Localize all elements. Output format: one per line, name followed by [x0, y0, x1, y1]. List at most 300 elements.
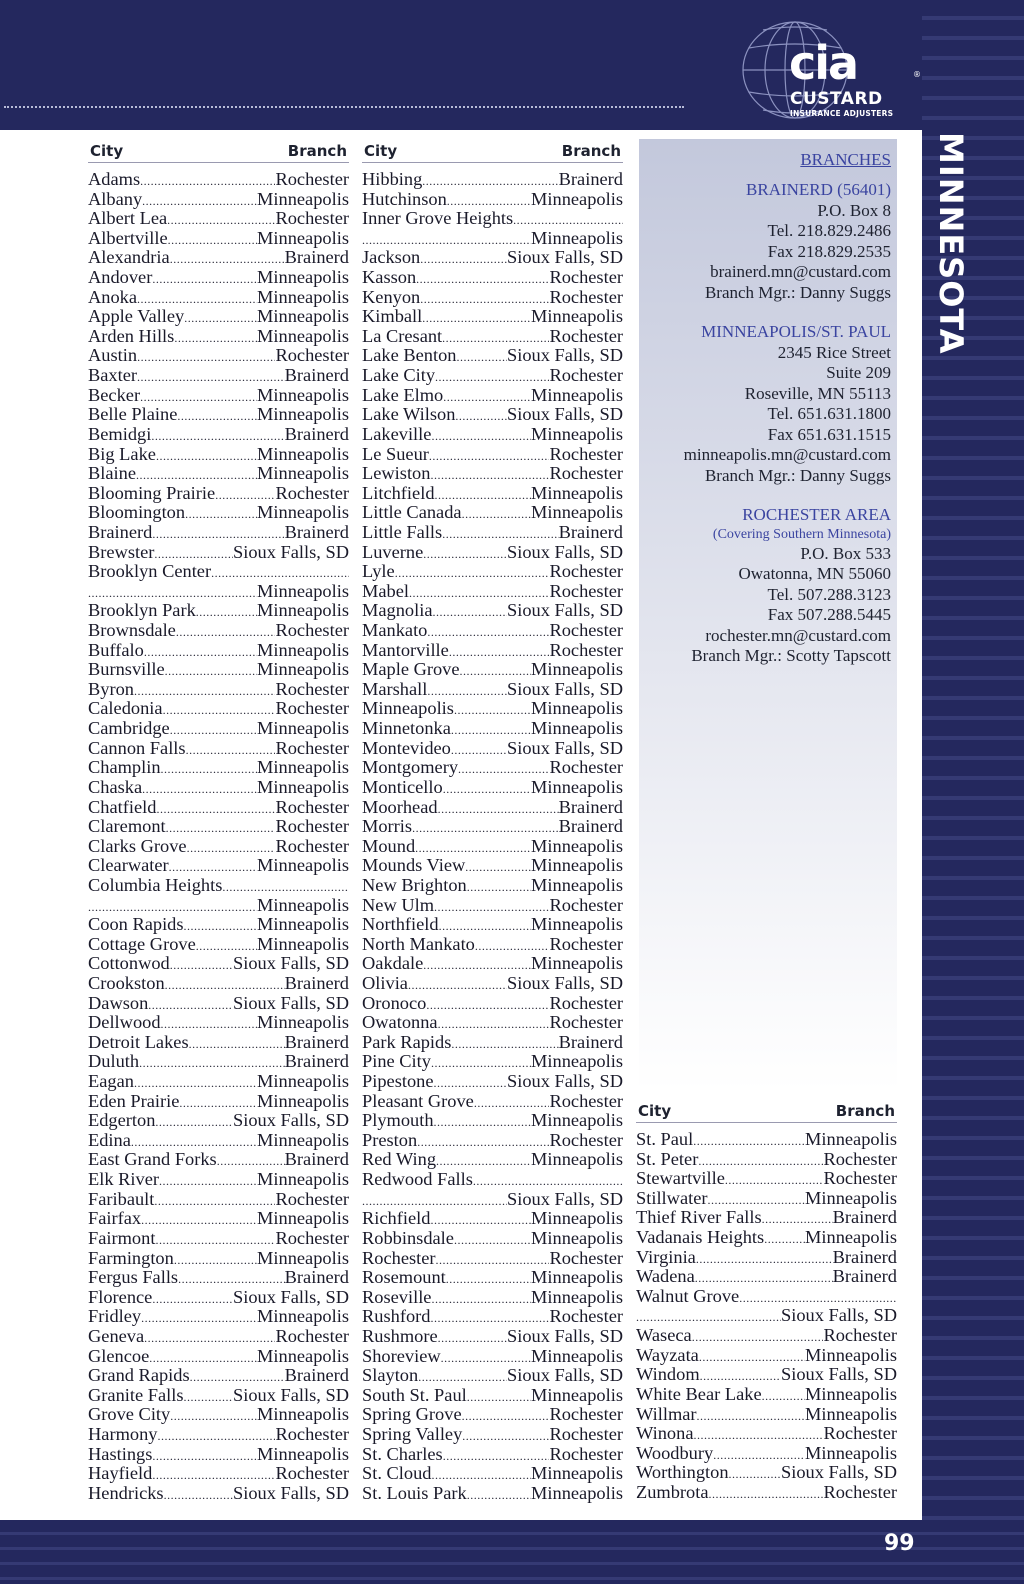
branch-name: Brainerd	[284, 1366, 349, 1386]
city-name: Farmington	[88, 1248, 174, 1268]
city-name: Elk River	[88, 1170, 159, 1190]
dot-leader	[211, 564, 349, 582]
list-item	[362, 170, 623, 190]
branch-name: Minneapolis	[257, 758, 349, 778]
list-item	[88, 523, 349, 543]
city-name: Vadanais Heights	[636, 1228, 765, 1248]
branch-name: Minneapolis	[257, 307, 349, 327]
list-item	[88, 582, 349, 602]
list-item	[362, 445, 623, 465]
list-item	[362, 680, 623, 700]
list-item	[362, 346, 623, 366]
dot-leader	[144, 643, 257, 661]
branch-detail: Tel. 651.631.1800	[767, 404, 891, 423]
branch-name: Sioux Falls, SD	[507, 679, 623, 699]
city-name: Geneva	[88, 1326, 145, 1346]
dot-leader	[430, 1211, 531, 1229]
city-name: Edgerton	[88, 1111, 156, 1131]
dot-leader	[439, 917, 531, 935]
city-name: Andover	[88, 268, 153, 288]
branch-name: Sioux Falls, SD	[233, 1111, 349, 1131]
dot-leader	[475, 937, 550, 955]
list-item	[88, 1386, 349, 1406]
dot-leader	[176, 623, 276, 641]
list-item	[88, 562, 349, 582]
branch-name: Minneapolis	[257, 1072, 349, 1092]
dot-leader	[422, 309, 531, 327]
branch-detail: Fax 507.288.5445	[767, 605, 891, 624]
branch-name: Rochester	[549, 621, 623, 641]
city-name: Windom	[636, 1365, 700, 1385]
city-name: Glencoe	[88, 1346, 150, 1366]
dot-leader	[156, 800, 275, 818]
list-item	[362, 660, 623, 680]
branch-name: Rochester	[275, 483, 349, 503]
branch-name: Minneapolis	[257, 856, 349, 876]
city-name: Lake City	[362, 366, 436, 386]
list-item	[362, 1464, 623, 1484]
city-name: Winona	[636, 1424, 694, 1444]
list-item	[362, 1150, 623, 1170]
list-item	[362, 1170, 623, 1190]
list-item	[362, 699, 623, 719]
list-item	[362, 739, 623, 759]
dot-leader	[636, 1308, 781, 1326]
city-name: Faribault	[88, 1189, 155, 1209]
branch-name: Rochester	[549, 1405, 623, 1425]
list-item	[362, 1033, 623, 1053]
branch-name: Minneapolis	[257, 660, 349, 680]
city-name: Marshall	[362, 679, 428, 699]
branch-name: Minneapolis	[531, 1464, 623, 1484]
list-item	[362, 994, 623, 1014]
list-item	[88, 660, 349, 680]
branch-office	[645, 180, 891, 303]
city-name: Rosemount	[362, 1268, 446, 1288]
dot-leader	[446, 1270, 531, 1288]
dot-leader	[156, 447, 257, 465]
city-name: Montevideo	[362, 738, 451, 758]
column-header	[88, 141, 349, 163]
list-item	[88, 876, 349, 896]
city-name: Lake Elmo	[362, 385, 444, 405]
list-item	[88, 170, 349, 190]
dot-leader	[144, 1329, 275, 1347]
dot-leader	[185, 505, 257, 523]
list-item	[88, 680, 349, 700]
list-item	[362, 1288, 623, 1308]
dot-leader	[174, 1251, 257, 1269]
branch-detail: brainerd.mn@custard.com	[710, 262, 891, 281]
city-name: Willmar	[636, 1404, 697, 1424]
dot-leader	[415, 839, 531, 857]
city-column-1	[88, 141, 349, 1503]
branch-name: Brainerd	[558, 170, 623, 189]
city-name: Arden Hills	[88, 326, 175, 346]
city-name: Cambridge	[88, 719, 170, 739]
city-column-2	[362, 141, 623, 1503]
dot-leader	[697, 1407, 806, 1425]
city-name: Duluth	[88, 1052, 140, 1072]
branch-name: Minneapolis	[805, 1404, 897, 1424]
list-item	[636, 1169, 897, 1189]
list-item	[362, 876, 623, 896]
list-item	[88, 1033, 349, 1053]
branch-office-name: MINNEAPOLIS/ST. PAUL	[701, 322, 891, 341]
list-item	[88, 209, 349, 229]
dot-leader	[455, 407, 507, 425]
city-name: New Ulm	[362, 895, 435, 915]
list-item	[362, 523, 623, 543]
list-item	[88, 464, 349, 484]
city-name: Pipestone	[362, 1072, 434, 1092]
city-name: Anoka	[88, 287, 138, 307]
list-item	[636, 1306, 897, 1326]
city-name: Magnolia	[362, 601, 433, 621]
branch-name: Minneapolis	[257, 189, 349, 209]
dot-leader	[454, 1231, 531, 1249]
city-name: Brooklyn Park	[88, 601, 196, 621]
city-name: Claremont	[88, 817, 166, 837]
list-item	[636, 1130, 897, 1150]
dot-leader	[187, 839, 276, 857]
list-item	[88, 484, 349, 504]
dot-leader	[458, 760, 549, 778]
city-name: Spring Valley	[362, 1425, 463, 1444]
dot-leader	[189, 1035, 285, 1053]
city-name: Albany	[88, 189, 143, 209]
branch-name: Rochester	[275, 817, 349, 837]
branch-name: Rochester	[549, 1248, 623, 1268]
city-name: Red Wing	[362, 1150, 437, 1170]
branch-name: Rochester	[275, 738, 349, 758]
dot-leader	[140, 388, 257, 406]
dot-leader	[438, 1329, 507, 1347]
dot-leader	[699, 1348, 805, 1366]
branch-name: Brainerd	[284, 1052, 349, 1072]
list-item	[362, 1268, 623, 1288]
branch-name: Minneapolis	[531, 1287, 623, 1307]
branch-name: Sioux Falls, SD	[233, 954, 349, 974]
branch-detail: P.O. Box 8	[817, 200, 891, 220]
branch-name: Sioux Falls, SD	[781, 1306, 897, 1326]
branch-name: Minneapolis	[805, 1384, 897, 1404]
dot-leader	[155, 1231, 275, 1249]
branch-office	[645, 322, 891, 486]
dot-leader	[179, 1094, 257, 1112]
branch-name: Sioux Falls, SD	[233, 542, 349, 562]
list-item	[88, 817, 349, 837]
branch-detail: Fax 218.829.2535	[767, 241, 891, 261]
dot-leader	[695, 1269, 833, 1287]
list-item	[88, 445, 349, 465]
dot-leader	[451, 721, 531, 739]
dot-leader	[141, 1309, 257, 1327]
city-name: New Brighton	[362, 875, 467, 895]
list-item	[636, 1444, 897, 1464]
dot-leader	[443, 780, 531, 798]
branch-name: Rochester	[275, 1326, 349, 1346]
list-item	[88, 1209, 349, 1229]
list-item	[88, 1484, 349, 1504]
list-item	[88, 798, 349, 818]
city-name: Redwood Falls	[362, 1170, 473, 1190]
dot-leader	[409, 584, 549, 602]
list-item	[88, 915, 349, 935]
city-name: Edina	[88, 1130, 131, 1150]
city-name: Mabel	[362, 581, 409, 601]
dot-leader	[698, 1152, 823, 1170]
city-name: St. Louis Park	[362, 1483, 467, 1503]
list-item	[362, 484, 623, 504]
list-item	[362, 896, 623, 916]
city-name: Stewartville	[636, 1169, 725, 1189]
branch-office-name: ROCHESTER AREA	[742, 505, 891, 524]
branch-name: Minneapolis	[257, 1130, 349, 1150]
city-name: Brownsdale	[88, 621, 176, 641]
dot-leader	[184, 1388, 233, 1406]
dot-leader	[429, 447, 550, 465]
list-item	[88, 601, 349, 621]
dot-leader	[170, 1407, 257, 1425]
list-item	[88, 346, 349, 366]
dot-leader	[170, 956, 233, 974]
list-item	[636, 1365, 897, 1385]
list-item	[362, 1131, 623, 1151]
list-item	[362, 209, 623, 229]
branch-name: Brainerd	[284, 1032, 349, 1052]
city-name: Granite Falls	[88, 1385, 184, 1405]
city-header: City	[90, 142, 124, 160]
list-item	[88, 268, 349, 288]
branch-name: Rochester	[549, 993, 623, 1013]
city-name: Brooklyn Center	[88, 562, 212, 582]
list-item	[362, 366, 623, 386]
city-name: White Bear Lake	[636, 1384, 762, 1404]
city-name: Big Lake	[88, 444, 156, 464]
dot-leader	[149, 1349, 257, 1367]
city-name: Morris	[362, 817, 413, 837]
dot-leader	[177, 407, 257, 425]
list-item	[362, 1190, 623, 1210]
list-item	[88, 1150, 349, 1170]
dot-leader	[435, 368, 549, 386]
city-list	[88, 170, 349, 1503]
list-item	[362, 1229, 623, 1249]
dot-leader	[449, 643, 550, 661]
dot-leader	[184, 917, 258, 935]
branch-name: Minneapolis	[531, 660, 623, 680]
dot-leader	[152, 1290, 233, 1308]
list-item	[362, 288, 623, 308]
branch-name: Sioux Falls, SD	[507, 601, 623, 621]
list-item	[362, 1092, 623, 1112]
dot-leader	[426, 996, 549, 1014]
dot-leader	[436, 1251, 550, 1269]
city-name: Slayton	[362, 1366, 419, 1386]
branch-name: Minneapolis	[805, 1228, 897, 1248]
branch-name: Minneapolis	[257, 503, 349, 523]
branch-name: Sioux Falls, SD	[781, 1463, 897, 1483]
city-name: Grove City	[88, 1405, 171, 1425]
branch-name: Minneapolis	[257, 640, 349, 660]
dot-leader	[420, 290, 549, 308]
branch-name: Rochester	[275, 797, 349, 817]
branch-detail: Tel. 507.288.3123	[767, 584, 891, 604]
branch-detail: Suite 209	[826, 363, 891, 382]
dot-leader	[139, 1054, 285, 1072]
branch-name: Rochester	[549, 895, 623, 915]
branch-name: Minneapolis	[257, 1444, 349, 1464]
city-name: Fergus Falls	[88, 1268, 179, 1288]
city-name: Rochester	[362, 1248, 436, 1268]
dot-leader	[184, 309, 257, 327]
list-item	[362, 798, 623, 818]
city-name: Mound	[362, 836, 416, 856]
branch-name: Minneapolis	[531, 1150, 623, 1170]
city-name: East Grand Forks	[88, 1150, 217, 1170]
dot-leader	[441, 1349, 531, 1367]
city-name: Detroit Lakes	[88, 1032, 189, 1052]
branch-name: Minneapolis	[257, 268, 349, 288]
branch-name: Sioux Falls, SD	[507, 248, 623, 268]
branch-name: Rochester	[549, 1013, 623, 1033]
branch-name: Brainerd	[832, 1247, 897, 1267]
branch-name: Brainerd	[558, 1032, 623, 1052]
city-name: Kimball	[362, 307, 423, 327]
dot-leader	[709, 1485, 824, 1503]
dot-leader	[141, 1211, 257, 1229]
branch-name: Brainerd	[284, 248, 349, 268]
dot-leader	[178, 1270, 285, 1288]
branch-name: Rochester	[549, 287, 623, 307]
dot-leader	[148, 996, 233, 1014]
dot-leader	[764, 1230, 805, 1248]
company-logo	[735, 18, 935, 123]
branch-name: Minneapolis	[531, 954, 623, 974]
registered-mark: ®	[913, 70, 921, 79]
city-name: Spring Grove	[362, 1405, 462, 1425]
dot-leader	[451, 1035, 558, 1053]
list-item	[88, 1425, 349, 1445]
branch-name: Minneapolis	[531, 424, 623, 444]
city-name: Park Rapids	[362, 1032, 452, 1052]
branch-offices	[645, 180, 891, 667]
list-item	[88, 837, 349, 857]
branch-office-name: BRAINERD (56401)	[746, 180, 891, 199]
dot-leader	[443, 1447, 550, 1465]
city-name: Waseca	[636, 1326, 692, 1346]
dot-leader	[693, 1426, 823, 1444]
city-name: Hayfield	[88, 1464, 153, 1484]
city-name: Zumbrota	[636, 1482, 709, 1502]
dot-leader	[427, 623, 549, 641]
dot-leader	[474, 1094, 550, 1112]
branch-name: Minneapolis	[531, 856, 623, 876]
list-item	[88, 386, 349, 406]
branch-name: Rochester	[275, 836, 349, 856]
city-name: La Cresant	[362, 326, 443, 346]
dot-leader	[362, 1192, 507, 1210]
branch-name: Minneapolis	[257, 915, 349, 935]
city-name: Chatfield	[88, 797, 157, 817]
dot-leader	[88, 584, 257, 602]
branch-name: Rochester	[549, 1091, 623, 1111]
dot-leader	[693, 1132, 805, 1150]
dot-leader	[434, 898, 549, 916]
branch-name: Rochester	[823, 1482, 897, 1502]
branch-name: Minneapolis	[257, 934, 349, 954]
branch-name: Minneapolis	[257, 1248, 349, 1268]
dot-leader	[443, 388, 531, 406]
branch-name: Minneapolis	[257, 1405, 349, 1425]
city-name: Oakdale	[362, 954, 424, 974]
branch-detail: Branch Mgr.: Scotty Tapscott	[691, 646, 891, 665]
list-item	[362, 464, 623, 484]
city-name: Eden Prairie	[88, 1091, 180, 1111]
city-name: Coon Rapids	[88, 915, 184, 935]
branch-name: Sioux Falls, SD	[507, 738, 623, 758]
dot-leader	[473, 1172, 623, 1190]
dot-leader	[427, 682, 507, 700]
city-name: Little Falls	[362, 522, 443, 542]
dot-leader	[154, 1192, 275, 1210]
city-name: Preston	[362, 1130, 418, 1150]
dot-leader	[155, 1113, 233, 1131]
branch-name: Minneapolis	[257, 464, 349, 484]
dot-leader	[154, 545, 233, 563]
branch-name: Minneapolis	[257, 581, 349, 601]
branch-name: Rochester	[549, 562, 623, 582]
list-item	[88, 1288, 349, 1308]
dot-leader	[467, 878, 531, 896]
city-header: City	[364, 142, 398, 160]
list-item	[88, 1268, 349, 1288]
dot-leader	[164, 1486, 233, 1504]
list-item	[88, 190, 349, 210]
list-item	[88, 1190, 349, 1210]
city-name: Baxter	[88, 366, 138, 386]
branch-name: Minneapolis	[257, 287, 349, 307]
list-item	[362, 503, 623, 523]
branch-name: Rochester	[549, 1444, 623, 1464]
city-name: Cannon Falls	[88, 738, 186, 758]
list-item	[88, 1111, 349, 1131]
city-name: Pine City	[362, 1052, 431, 1072]
list-item	[362, 425, 623, 445]
footer-band	[0, 1520, 1024, 1584]
dot-leader	[442, 329, 549, 347]
city-name: Luverne	[362, 542, 424, 562]
city-name: Columbia Heights	[88, 875, 223, 895]
branch-name: Sioux Falls, SD	[233, 1385, 349, 1405]
dot-leader	[423, 545, 507, 563]
list-item	[636, 1248, 897, 1268]
list-item	[362, 1347, 623, 1367]
city-name: Bloomington	[88, 503, 186, 523]
list-item	[88, 1170, 349, 1190]
city-name: Kasson	[362, 268, 417, 288]
city-name: Brewster	[88, 542, 155, 562]
dot-leader	[170, 250, 285, 268]
dot-leader	[432, 1466, 532, 1484]
list-item	[362, 1366, 623, 1386]
branch-name: Sioux Falls, SD	[507, 1326, 623, 1346]
dot-leader	[152, 270, 257, 288]
dot-leader	[161, 1015, 258, 1033]
list-item	[88, 248, 349, 268]
dot-leader	[434, 1113, 532, 1131]
